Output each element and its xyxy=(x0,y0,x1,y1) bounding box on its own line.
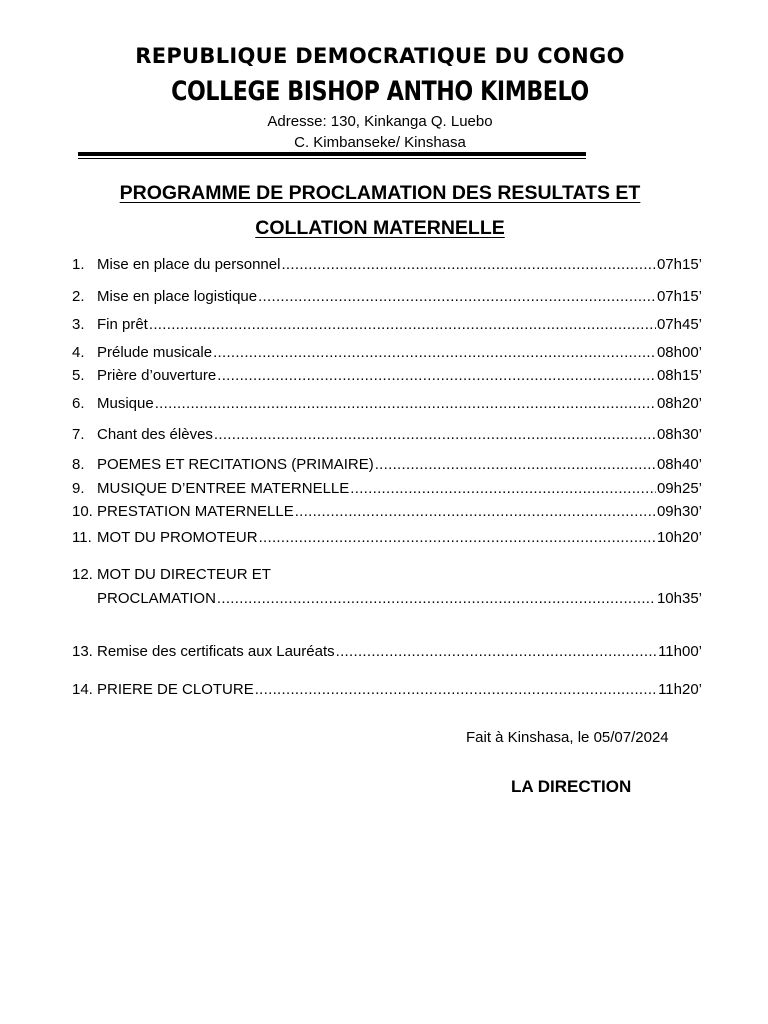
program-item-label: Prière d’ouverture xyxy=(97,367,217,384)
program-item-number: 3. xyxy=(72,316,85,333)
school-address: Adresse: 130, Kinkanga Q. Luebo xyxy=(267,113,493,130)
program-item-time: 08h40’ xyxy=(656,456,702,473)
title-line-2: COLLATION MATERNELLE xyxy=(255,217,505,239)
program-item-label: MOT DU PROMOTEUR xyxy=(97,529,258,546)
dot-leader xyxy=(258,288,656,306)
program-item-label: POEMES ET RECITATIONS (PRIMAIRE) xyxy=(97,456,374,473)
dot-leader xyxy=(295,503,656,521)
title-line-1: PROGRAMME DE PROCLAMATION DES RESULTATS ET xyxy=(119,182,641,204)
school-city: C. Kimbanseke/ Kinshasa xyxy=(294,134,466,151)
program-item-number: 7. xyxy=(72,426,85,443)
program-item-time: 09h25’ xyxy=(656,480,702,497)
dot-leader xyxy=(217,367,656,385)
closing-signature: LA DIRECTION xyxy=(511,777,632,796)
program-item-time: 07h15’ xyxy=(656,288,702,305)
program-item-time: 07h15’ xyxy=(656,256,702,273)
dot-leader xyxy=(336,643,657,661)
dot-leader xyxy=(375,456,656,474)
program-item-number: 11. xyxy=(72,529,92,546)
dot-leader xyxy=(149,316,656,334)
program-item-time: 10h20’ xyxy=(656,529,702,546)
dot-leader xyxy=(350,480,656,498)
program-item-number: 9. xyxy=(72,480,85,497)
dot-leader xyxy=(155,395,656,413)
program-item-label-continued: PROCLAMATION xyxy=(97,590,216,607)
program-item-label: Musique xyxy=(97,395,154,412)
program-item-number: 1. xyxy=(72,256,85,273)
program-item-label: PRESTATION MATERNELLE xyxy=(97,503,294,520)
program-item-time: 09h30’ xyxy=(656,503,702,520)
dot-leader xyxy=(281,256,656,274)
program-item-number: 13. xyxy=(72,643,93,660)
dot-leader xyxy=(259,529,656,547)
program-item-label: Mise en place logistique xyxy=(97,288,258,305)
program-item-time: 08h00’ xyxy=(656,344,702,361)
program-item-time: 08h15’ xyxy=(656,367,702,384)
program-item-number: 5. xyxy=(72,367,85,384)
country-heading: REPUBLIQUE DEMOCRATIQUE DU CONGO xyxy=(135,44,625,68)
program-item-number: 12. xyxy=(72,566,93,583)
program-item-number: 8. xyxy=(72,456,85,473)
dot-leader xyxy=(255,681,657,699)
program-item-label: PRIERE DE CLOTURE xyxy=(97,681,254,698)
program-item-label: Prélude musicale xyxy=(97,344,213,361)
program-item-number: 10. xyxy=(72,503,93,520)
dot-leader xyxy=(217,590,656,608)
dot-leader xyxy=(214,426,656,444)
dot-leader xyxy=(213,344,656,362)
program-item-number: 6. xyxy=(72,395,85,412)
closing-date: Fait à Kinshasa, le 05/07/2024 xyxy=(466,729,669,746)
program-item-label: MUSIQUE D’ENTREE MATERNELLE xyxy=(97,480,350,497)
program-item-time: 07h45’ xyxy=(656,316,702,333)
school-name: COLLEGE BISHOP ANTHO KIMBELO xyxy=(171,76,589,107)
program-item-label: Fin prêt xyxy=(97,316,148,333)
program-item-time: 10h35’ xyxy=(656,590,702,607)
program-item-time: 08h30’ xyxy=(656,426,702,443)
program-item-number: 14. xyxy=(72,681,93,698)
program-item-label: Chant des élèves xyxy=(97,426,213,443)
program-item-label: MOT DU DIRECTEUR ET xyxy=(97,566,271,583)
program-item-number: 4. xyxy=(72,344,85,361)
program-item-label: Remise des certificats aux Lauréats xyxy=(97,643,335,660)
program-item-number: 2. xyxy=(72,288,85,305)
program-item-time: 11h20’ xyxy=(658,681,702,698)
program-item-label: Mise en place du personnel xyxy=(97,256,281,273)
program-item-time: 08h20’ xyxy=(656,395,702,412)
program-item-time: 11h00’ xyxy=(658,643,702,660)
